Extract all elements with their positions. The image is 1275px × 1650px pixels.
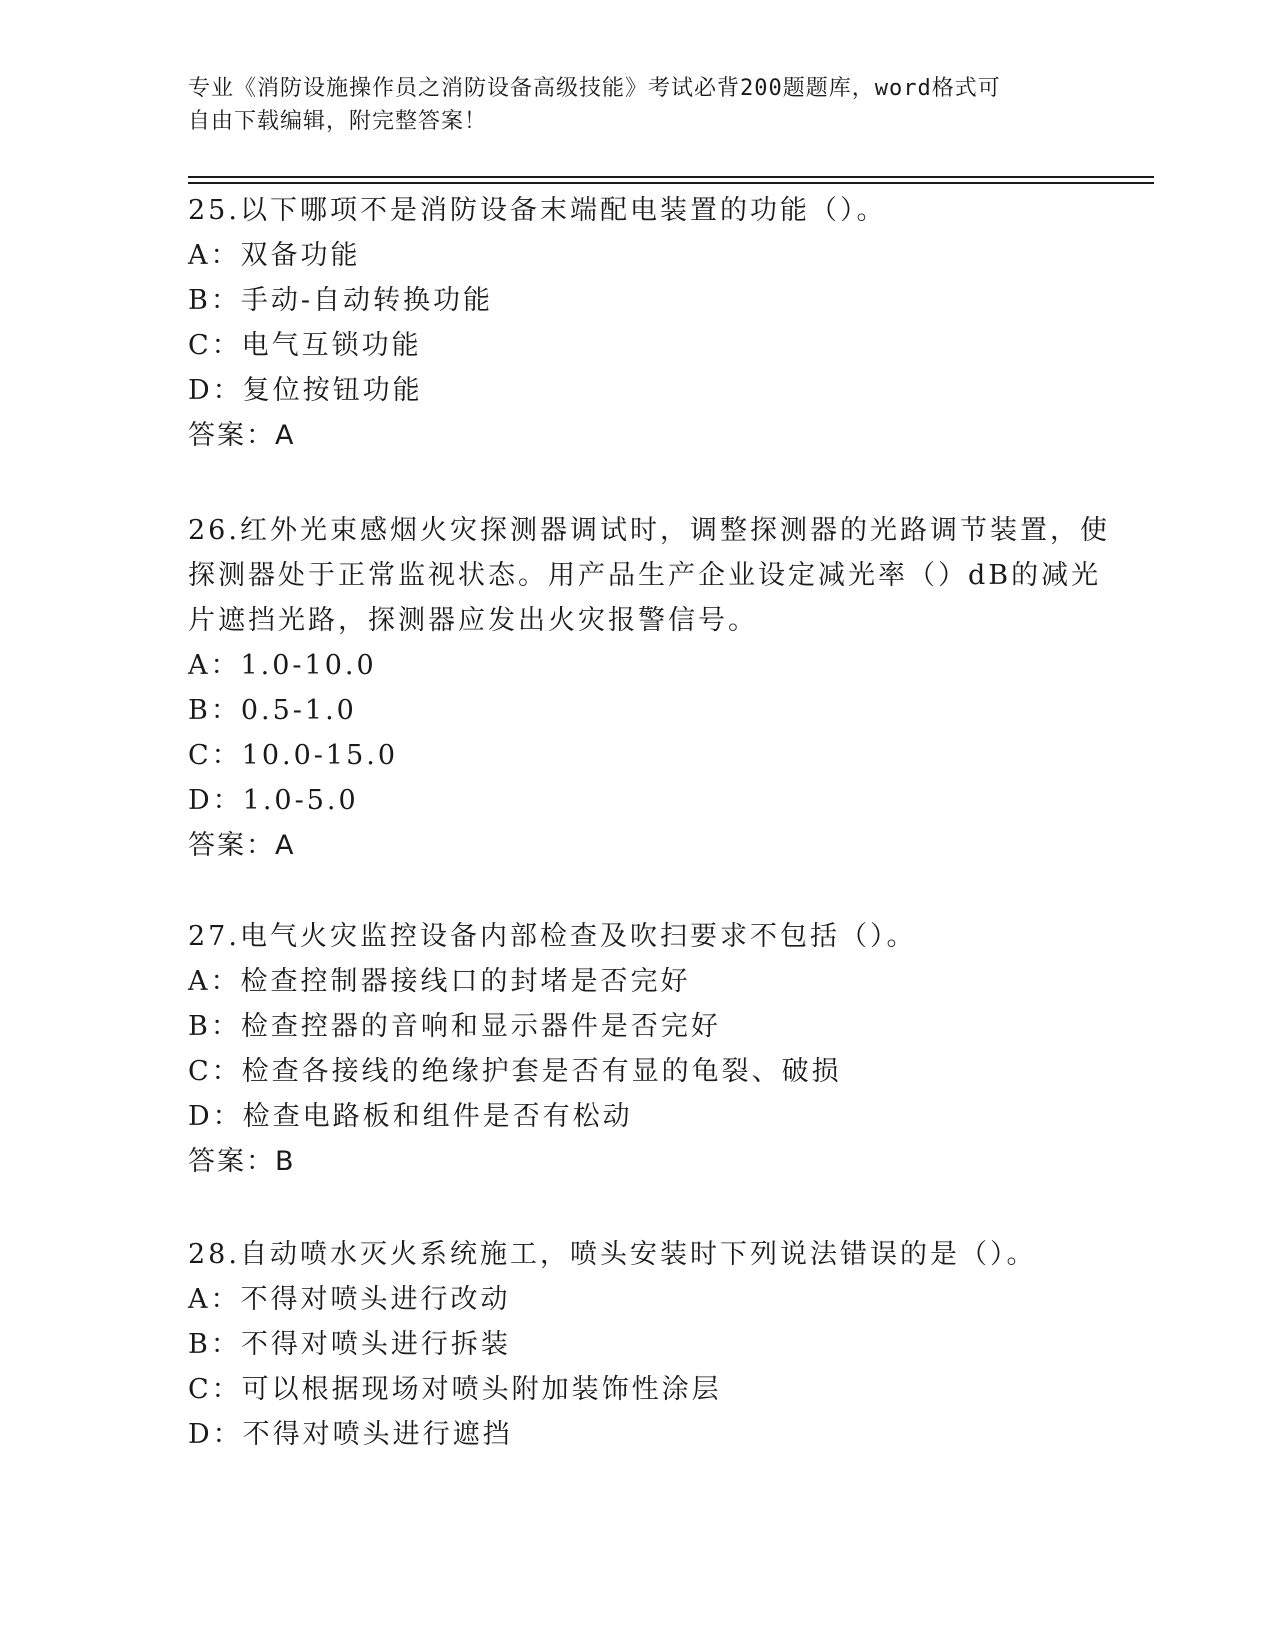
option-d: D：1.0-5.0 bbox=[188, 785, 359, 816]
question-block bbox=[188, 188, 1088, 458]
question-stem-line: 28.自动喷水灭火系统施工，喷头安装时下列说法错误的是（）。 bbox=[188, 1239, 1037, 1270]
question-stem bbox=[188, 508, 1110, 643]
header-divider bbox=[188, 182, 1154, 184]
option-a: A：检查控制器接线口的封堵是否完好 bbox=[188, 966, 691, 997]
question-block bbox=[188, 914, 1088, 1184]
option-c: C：检查各接线的绝缘护套是否有显的龟裂、破损 bbox=[188, 1056, 842, 1087]
option-d: D：检查电路板和组件是否有松动 bbox=[188, 1101, 633, 1132]
option-a: A：不得对喷头进行改动 bbox=[188, 1284, 511, 1315]
option-b: B：0.5-1.0 bbox=[188, 695, 357, 726]
header-divider bbox=[188, 176, 1154, 178]
header-line: 专业《消防设施操作员之消防设备高级技能》考试必背200题题库，word格式可 bbox=[188, 76, 1001, 101]
answer-line: 答案：B bbox=[188, 1146, 296, 1177]
option-d: D：不得对喷头进行遮挡 bbox=[188, 1419, 513, 1450]
question-stem-line: 27.电气火灾监控设备内部检查及吹扫要求不包括（）。 bbox=[188, 921, 917, 952]
option-a: A：双备功能 bbox=[188, 240, 361, 271]
answer-line: 答案：A bbox=[188, 830, 296, 861]
question-stem bbox=[188, 914, 1088, 959]
option-d: D：复位按钮功能 bbox=[188, 375, 423, 406]
option-a: A：1.0-10.0 bbox=[188, 650, 377, 681]
question-stem-line: 片遮挡光路，探测器应发出火灾报警信号。 bbox=[188, 605, 758, 636]
question-block bbox=[188, 1232, 1088, 1457]
question-stem bbox=[188, 1232, 1088, 1277]
document-header-note bbox=[188, 72, 1068, 138]
question-stem-line: 探测器处于正常监视状态。用产品生产企业设定减光率（）dB的减光 bbox=[188, 560, 1102, 591]
option-b: B：不得对喷头进行拆装 bbox=[188, 1329, 511, 1360]
option-c: C：10.0-15.0 bbox=[188, 740, 399, 771]
question-stem-line: 26.红外光束感烟火灾探测器调试时，调整探测器的光路调节装置，使 bbox=[188, 515, 1110, 546]
option-b: B：检查控器的音响和显示器件是否完好 bbox=[188, 1011, 721, 1042]
question-stem bbox=[188, 188, 1088, 233]
option-c: C：可以根据现场对喷头附加装饰性涂层 bbox=[188, 1374, 722, 1405]
question-block bbox=[188, 508, 1110, 868]
option-c: C：电气互锁功能 bbox=[188, 330, 422, 361]
question-stem-line: 25.以下哪项不是消防设备末端配电装置的功能（）。 bbox=[188, 195, 887, 226]
answer-line: 答案：A bbox=[188, 420, 296, 451]
header-line: 自由下载编辑，附完整答案！ bbox=[188, 109, 488, 134]
option-b: B：手动-自动转换功能 bbox=[188, 285, 493, 316]
